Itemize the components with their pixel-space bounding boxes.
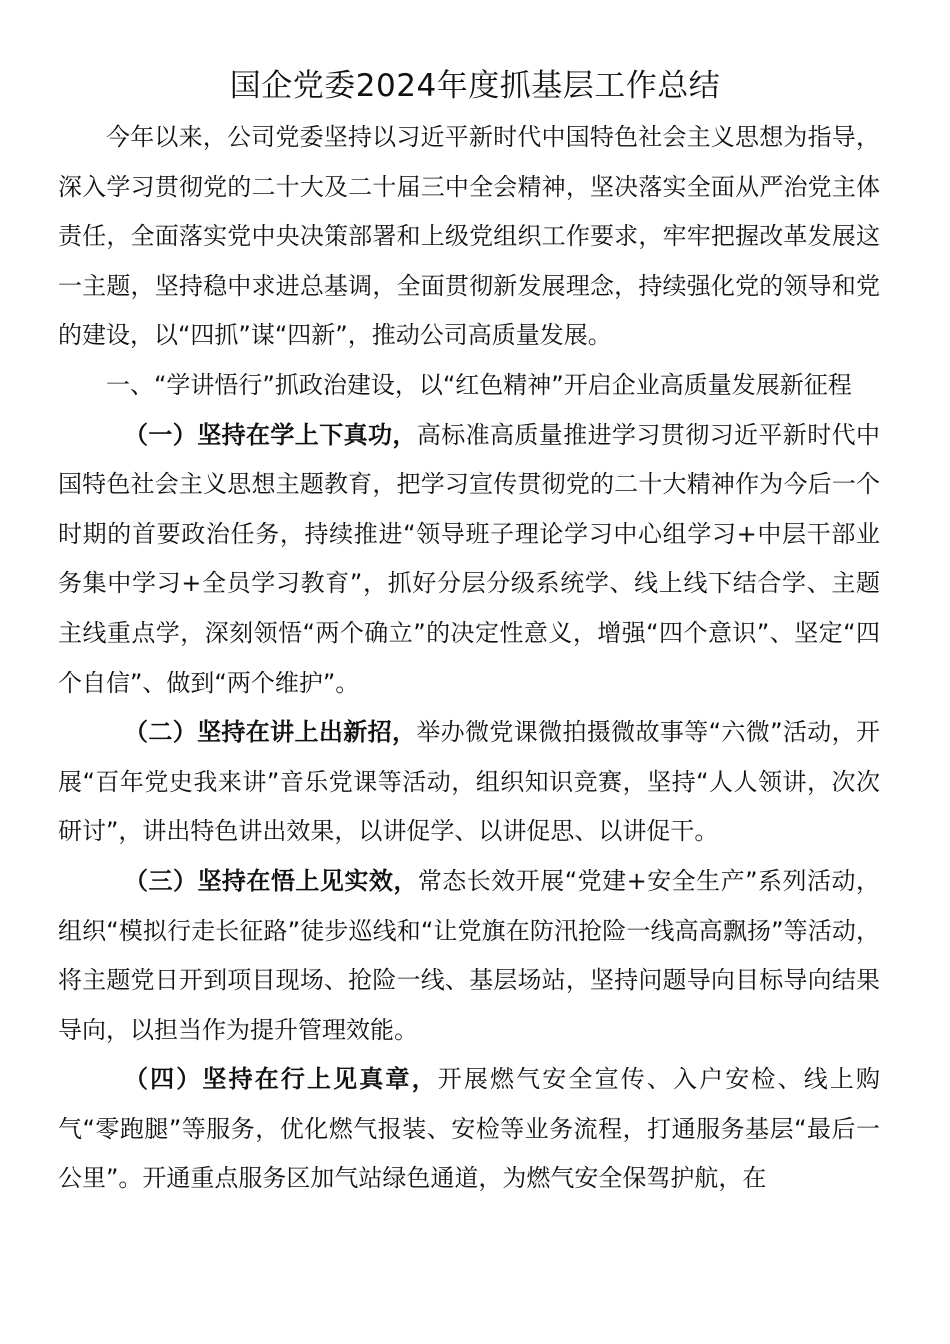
intro-paragraph: [58, 113, 880, 361]
subsection-paragraph-1: [58, 411, 880, 709]
subsection-lead: （三）坚持在悟上见实效，: [124, 866, 418, 895]
document-title: 国企党委2024年度抓基层工作总结: [229, 68, 721, 104]
subsection-paragraph-4: [58, 1055, 880, 1204]
section-heading: [58, 361, 880, 411]
subsection-lead: （二）坚持在讲上出新招，: [124, 718, 417, 747]
paragraph-text: 开展燃气安全宣传、入户安检、线上购气“零跑腿”等服务，优化燃气报装、安检等业务流程，打通服务基层“最后一公里”。开通重点服务区加气站绿色通道，为燃气安全保驾护航，在: [58, 1065, 881, 1193]
section-heading-text: 一、“学讲悟行”抓政治建设，以“红色精神”开启企业高质量发展新征程: [106, 370, 852, 399]
paragraph-text: 高标准高质量推进学习贯彻习近平新时代中国特色社会主义思想主题教育，把学习宣传贯彻党的二十大精神作为今后一个时期的首要政治任务，持续推进“领导班子理论学习中心组学习+中层干部业务集中学习+全员学习教育”，抓好分层分级系统学、线上线下结合学、主题主线重点学，深刻领悟“两个确立”的决定性意义，增强“四个意识”、坚定“四个自信”、做到“两个维护”。: [58, 420, 881, 697]
subsection-lead: （一）坚持在学上下真功，: [124, 420, 417, 449]
document-body: [58, 113, 880, 1204]
subsection-paragraph-3: [58, 857, 880, 1055]
subsection-lead: （四）坚持在行上见真章，: [124, 1065, 438, 1094]
subsection-paragraph-2: [58, 708, 880, 857]
paragraph-text: 常态长效开展“党建+安全生产”系列活动，组织“模拟行走长征路”徒步巡线和“让党旗在防汛抢险一线高高飘扬”等活动，将主题党日开到项目现场、抢险一线、基层场站，坚持问题导向目标导向结果导向，以担当作为提升管理效能。: [58, 866, 880, 1044]
paragraph-text: 举办微党课微拍摄微故事等“六微”活动，开展“百年党史我来讲”音乐党课等活动，组织知识竞赛，坚持“人人领讲，次次研讨”，讲出特色讲出效果，以讲促学、以讲促思、以讲促干。: [58, 718, 880, 846]
paragraph-text: 今年以来，公司党委坚持以习近平新时代中国特色社会主义思想为指导，深入学习贯彻党的二十大及二十届三中全会精神，坚决落实全面从严治党主体责任，全面落实党中央决策部署和上级党组织工作要求，牢牢把握改革发展这一主题，坚持稳中求进总基调，全面贯彻新发展理念，持续强化党的领导和党的建设，以“四抓”谋“四新”，推动公司高质量发展。: [58, 123, 880, 350]
